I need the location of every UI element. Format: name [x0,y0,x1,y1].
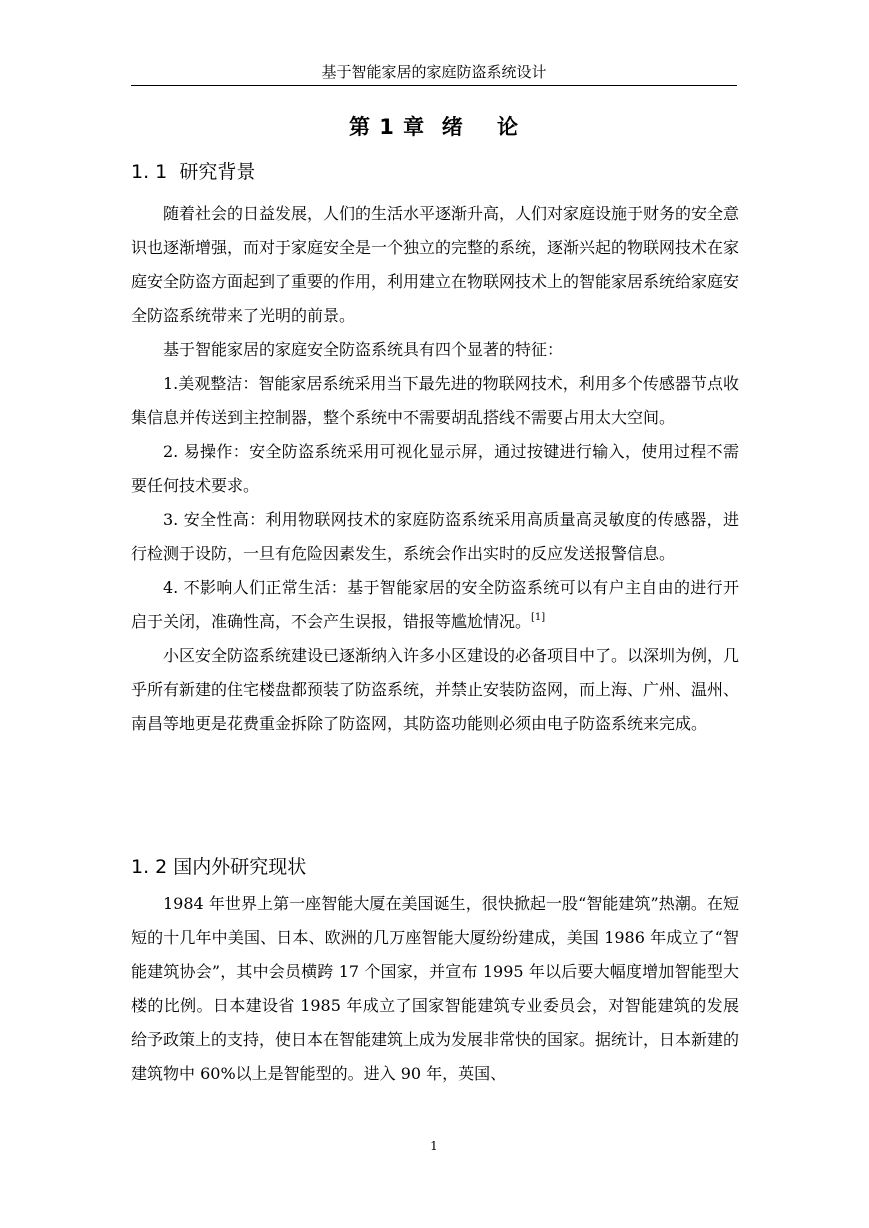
list-item-paragraph: 2. 易操作：安全防盗系统采用可视化显示屏，通过按键进行输入，使用过程不需要任何技术要求。 [131,442,739,495]
paragraph: 小区安全防盗系统建设已逐渐纳入许多小区建设的必备项目中了。以深圳为例，几乎所有新建的住宅楼盘都预装了防盗系统，并禁止安装防盗网，而上海、广州、温州、南昌等地更是花费重金拆除了防盗网，其防盗功能则必须由电子防盗系统来完成。 [131,646,740,733]
header-divider [131,85,737,86]
page-number: 1 [430,1139,438,1153]
citation-reference: [1] [531,612,546,623]
paragraph-text: 4. 不影响人们正常生活：基于智能家居的安全防盗系统可以有户主自由的进行开启于关闭，准确性高，不会产生误报，错报等尴尬情况。 [131,578,739,631]
list-item-paragraph: 1.美观整洁：智能家居系统采用当下最先进的物联网技术，利用多个传感器节点收集信息并传送到主控制器，整个系统中不需要胡乱搭线不需要占用太大空间。 [131,374,739,427]
running-header: 基于智能家居的家庭防盗系统设计 [321,63,547,81]
list-item-paragraph [131,571,739,639]
paragraph: 1984 年世界上第一座智能大厦在美国诞生，很快掀起一股“智能建筑”热潮。在短短的十几年中美国、日本、欧洲的几万座智能大厦纷纷建成，美国 1986 年成立了“智能建筑协会”，其中会员横跨 17 个国家，并宣布 1995 年以后要大幅度增加智能型大楼的比例。日本建设省 1985 年成立了国家智能建筑专业委员会，对智能建筑的发展给予政策上的支持，使日本在智能建筑上成为发展非常快的国家。据统计，日本新建的建筑物中 60%以上是智能型的。进入 90 年，英国、 [131,894,740,1083]
section-body-research-status [131,887,739,1091]
paragraph: 随着社会的日益发展，人们的生活水平逐渐升高，人们对家庭设施于财务的安全意识也逐渐增强，而对于家庭安全是一个独立的完整的系统，逐渐兴起的物联网技术在家庭安全防盗方面起到了重要的作用，利用建立在物联网技术上的智能家居系统给家庭安全防盗系统带来了光明的前景。 [131,204,740,325]
list-item-paragraph: 3. 安全性高：利用物联网技术的家庭防盗系统采用高质量高灵敏度的传感器，进行检测于设防，一旦有危险因素发生，系统会作出实时的反应发送报警信息。 [131,510,739,563]
chapter-title: 第 1 章 绪 论 [348,115,520,139]
section-body-research-background [131,197,739,741]
paragraph: 基于智能家居的家庭安全防盗系统具有四个显著的特征： [163,340,564,359]
section-heading-research-status: 1. 2 国内外研究现状 [131,856,307,878]
section-heading-research-background: 1. 1 研究背景 [131,161,256,183]
